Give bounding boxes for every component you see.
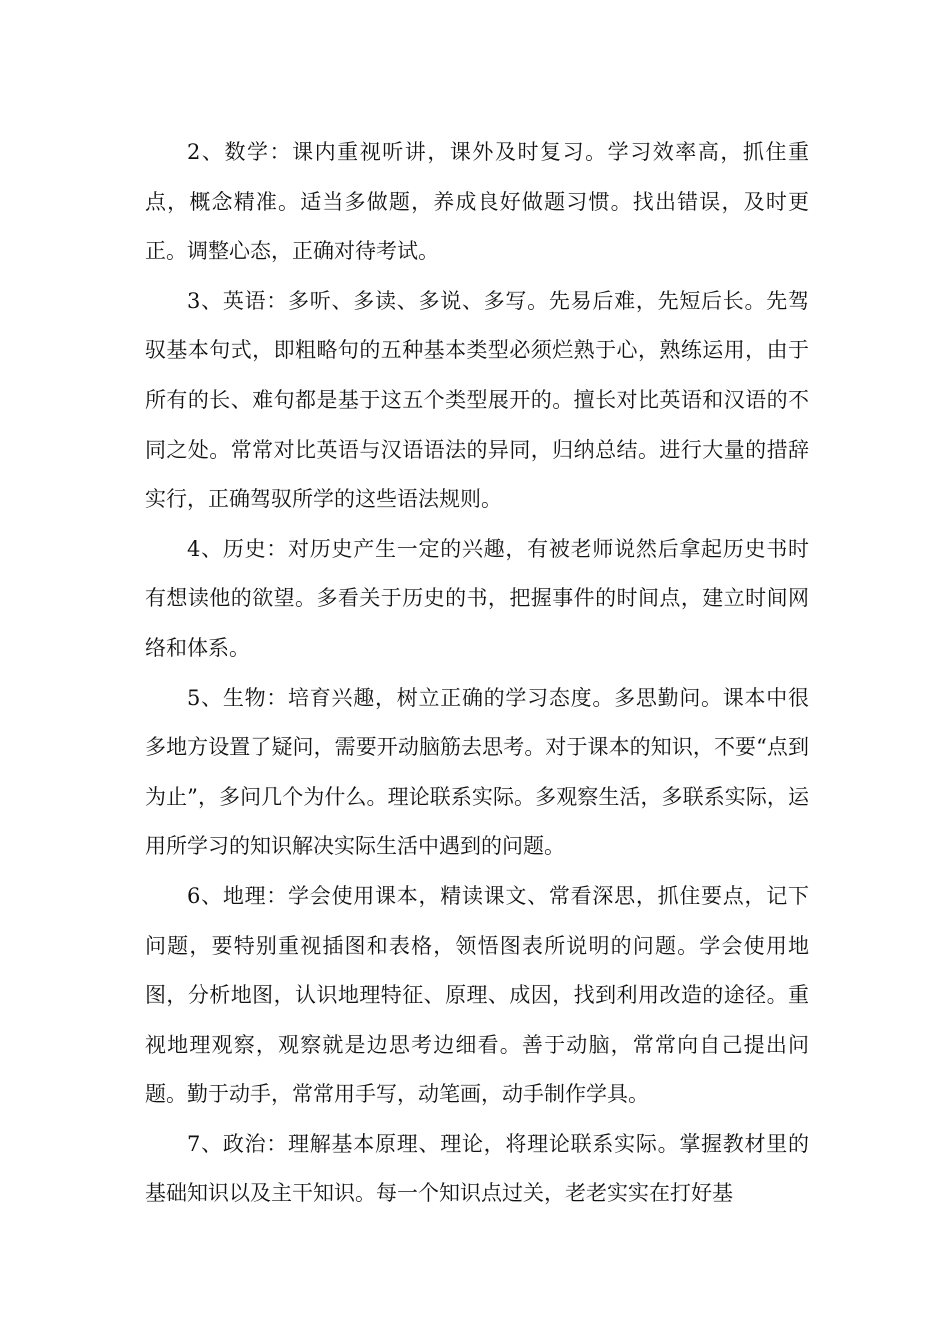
paragraph-politics: 7、政治：理解基本原理、理论，将理论联系实际。掌握教材里的基础知识以及主干知识。每一个知识点过关，老老实实在打好基: [145, 1131, 809, 1206]
paragraph-math: 2、数学：课内重视听讲，课外及时复习。学习效率高，抓住重点，概念精准。适当多做题，养成良好做题习惯。找出错误，及时更正。调整心态，正确对待考试。: [145, 140, 809, 264]
document-body: [145, 128, 809, 1219]
paragraph-english: 3、英语：多听、多读、多说、多写。先易后难，先短后长。先驾驭基本句式，即粗略句的五种基本类型必须烂熟于心，熟练运用，由于所有的长、难句都是基于这五个类型展开的。擅长对比英语和汉语的不同之处。常常对比英语与汉语语法的异同，归纳总结。进行大量的措辞实行，正确驾驭所学的这些语法规则。: [145, 288, 809, 512]
paragraph-history: 4、历史：对历史产生一定的兴趣，有被老师说然后拿起历史书时有想读他的欲望。多看关于历史的书，把握事件的时间点，建立时间网络和体系。: [145, 536, 809, 660]
paragraph-geography: 6、地理：学会使用课本，精读课文、常看深思，抓住要点，记下问题，要特别重视插图和表格，领悟图表所说明的问题。学会使用地图，分析地图，认识地理特征、原理、成因，找到利用改造的途径。重视地理观察，观察就是边思考边细看。善于动脑，常常向自己提出问题。勤于动手，常常用手写，动笔画，动手制作学具。: [145, 883, 809, 1107]
paragraph-biology: 5、生物：培育兴趣，树立正确的学习态度。多思勤问。课本中很多地方设置了疑问，需要开动脑筋去思考。对于课本的知识，不要“点到为止”，多问几个为什么。理论联系实际。多观察生活，多联系实际，运用所学习的知识解决实际生活中遇到的问题。: [145, 685, 809, 859]
